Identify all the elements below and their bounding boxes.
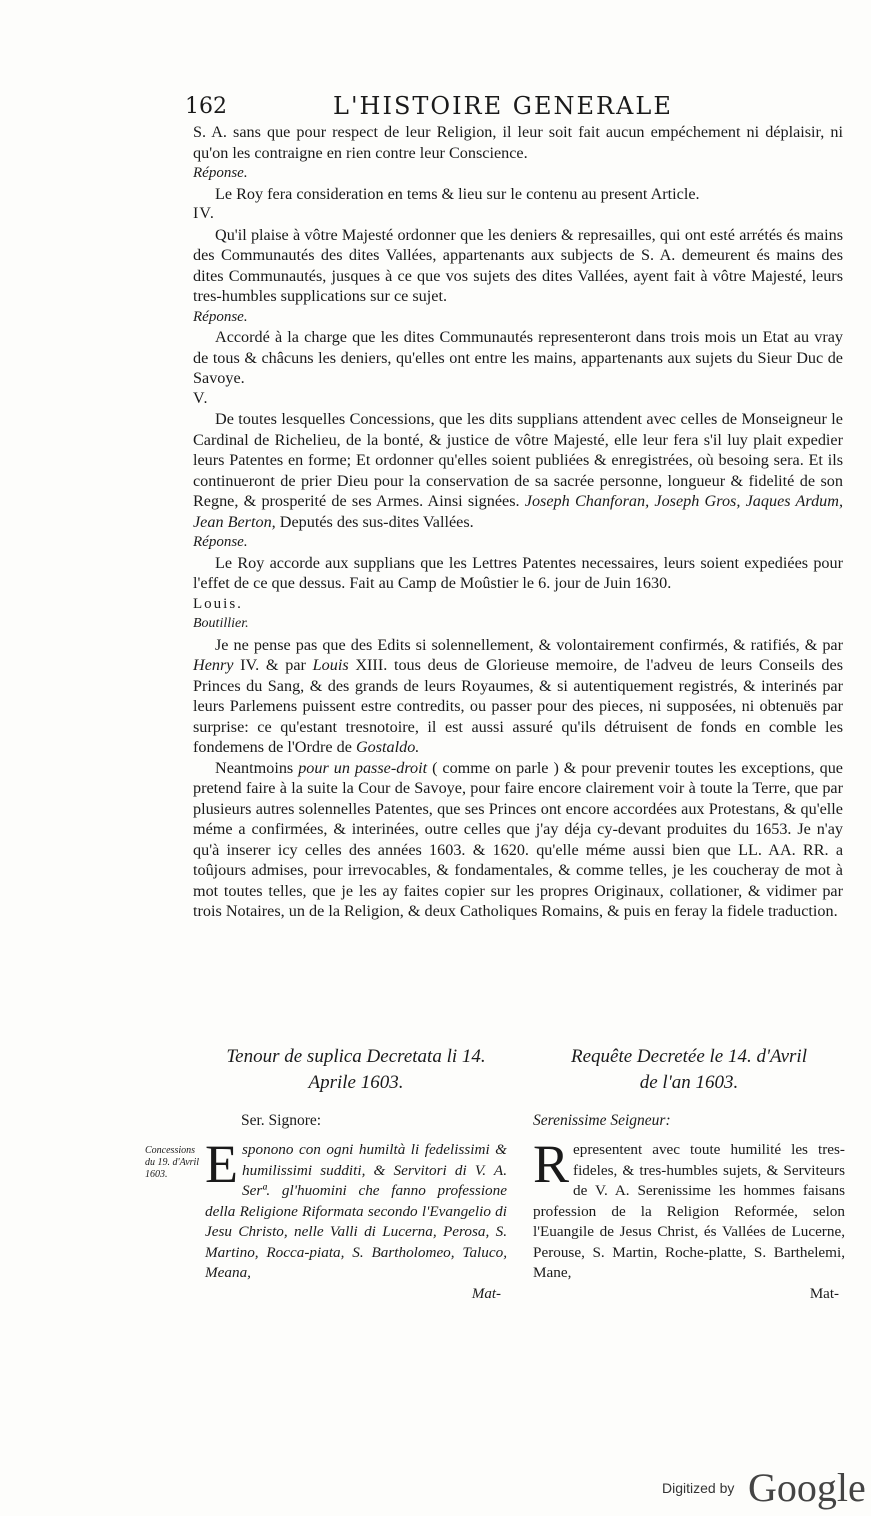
article-number: V. — [193, 389, 209, 407]
reponse-heading: Réponse. — [193, 165, 248, 181]
paragraph — [193, 758, 843, 922]
name-gostaldo: Gostaldo. — [355, 738, 420, 756]
italian-column — [205, 1044, 507, 1303]
paragraph — [193, 409, 843, 532]
salutation: Serenissime Seigneur: — [533, 1112, 671, 1129]
page-number: 162 — [185, 94, 227, 119]
paragraph: Le Roy accorde aux supplians que les Lettres Patentes necessaires, leurs soient expediées pour l'effet de ce que dessus. Fait au Camp de Moûstier le 6. jour de Juin 1630. — [193, 553, 843, 592]
column-text — [205, 1134, 507, 1284]
signers: Joseph Chanforan, Joseph Gros, Jaques Ardum, Jean Berton, — [193, 492, 844, 531]
drop-cap: R — [533, 1134, 570, 1194]
paragraph: Le Roy fera consideration en tems & lieu sur le contenu au present Article. — [215, 184, 700, 203]
paragraph-continuation: S. A. sans que pour respect de leur Religion, il leur soit fait aucun empéchement ni déplaisir, ni qu'on les contraigne en rien contre leur Conscience. — [193, 123, 843, 162]
paragraph-text: XIII. tous deus de Glorieuse memoire, de l'adveu de leurs Conseils des Princes du Sang, & des grands de leurs Royaumes, & si autentiquement registrés, & interinés par leurs Parlemens puissent estre contredits, ou passer pour des pieces, ni supposées, ni obtenuës par surprise: ce qu'estant tresnotoire, il est aussi assuré qu'ils détruisent de fonds en comble les fondemens de l'Ordre de — [193, 656, 843, 756]
column-title-line: Tenour de suplica Decretata li 14. — [226, 1046, 486, 1067]
reponse-heading: Réponse. — [193, 534, 248, 550]
paragraph-text: Deputés des sus-dites Vallées. — [279, 512, 474, 531]
paragraph-text: IV. & par — [240, 656, 306, 674]
column-body: sponono con ogni humiltà li fedelissimi & humilissimi sudditi, & Servitori di V. A. Serª. gl'huomini che fanno professione della Religione Riformata secondo l'Evangelio di Jesu Christo, nelle Valli di Lucerna, Perosa, S. Martino, Rocca-piata, S. Bartholomeo, Taluco, Meana, — [205, 1141, 507, 1281]
phrase-passe-droit: pour un passe-droit — [298, 758, 428, 777]
paragraph-text: Neantmoins — [215, 758, 294, 777]
signature-boutillier: Boutillier. — [193, 616, 249, 631]
paragraph: Qu'il plaise à vôtre Majesté ordonner que les deniers & represailles, qui ont esté arrétés és mains des Communautés des dites Vallées, appartenants aux subjects de S. A. demeurent és mains des dites Communautés, jusques à ce que vos sujets des dites Vallées, ayent fait à vôtre Majesté, leurs tres-humbles supplications sur ce sujet. — [193, 225, 843, 305]
column-text — [533, 1134, 845, 1284]
catchword: Mat- — [471, 1285, 501, 1302]
drop-cap: E — [205, 1134, 238, 1194]
column-title-line: de l'an 1603. — [639, 1072, 739, 1093]
catchword: Mat- — [809, 1285, 839, 1302]
column-title-line: Requête Decretée le 14. d'Avril — [570, 1046, 807, 1067]
article-number: IV. — [193, 205, 215, 222]
two-column-section — [193, 1044, 843, 1314]
paragraph-text: ( comme on parle ) & pour prevenir toutes les exceptions, que pretend faire à la suite la Cour de Savoye, pour faire encore clairement voir à toute la Terre, que par plusieurs autres solennelles Patentes, que ses Princes ont encore accordées aux Protestans, & qu'elle méme a confirmées, & interinées, outre celles que j'ay déja cy-devant produites du 1653. Je n'ay qu'à inserer icy celles des années 1603. & 1620. qu'elle méme aussi bien que LL. AA. RR. a toûjours admises, pour irrevocables, & fondamentales, & comme telles, je les coucheray de mot à mot toutes telles, que je les ay faites copier sur les propres Originaux, collationer, & vidimer par trois Notaires, un de la Religion, & deux Catholiques Romains, & puis en feray la fidele traduction. — [193, 758, 843, 920]
column-body: epresentent avec toute humilité les tres-fideles, & tres-humbles sujets, & Serviteurs de V. A. Serenissime les hommes faisans profession de la Religion Reformée, selon l'Euangile de Jesus Christ, és Vallées de Lucerne, Perouse, S. Martin, Roche-platte, S. Barthelemi, Mane, — [533, 1141, 845, 1281]
name-louis: Louis — [312, 656, 349, 674]
salutation: Ser. Signore: — [241, 1112, 322, 1129]
running-title: L'HISTOIRE GENERALE — [333, 92, 673, 120]
margin-note: Concessions du 19. d'Avril 1603. — [145, 1145, 200, 1180]
signature-louis: Louis. — [193, 595, 243, 612]
reponse-heading: Réponse. — [193, 308, 248, 325]
page-header — [185, 92, 825, 124]
column-title-line: Aprile 1603. — [308, 1072, 404, 1093]
paragraph-text: De toutes lesquelles Concessions, que les dits supplians attendent avec celles de Monseigneur le Cardinal de Richelieu, de la bonté, & justice de vôtre Majesté, elle leur fera s'il luy plait expedier leurs Patentes en forme; Et ordonner qu'elles soient publiées & enregistrées, où besoing sera. Et ils continueront de prier Dieu pour la conservation de sa sacrée personne, longueur & fidelité de son Regne, & prosperité de ses Armes. Ainsi signées. — [193, 410, 843, 510]
paragraph: Accordé à la charge que les dites Communautés representeront dans trois mois un Etat au vray de tous & châcuns les deniers, qu'elles ont entre les mains, appartenants aux sujets du Sieur Duc de Savoye. — [193, 328, 843, 387]
google-logo: Google — [748, 1465, 866, 1510]
main-text — [193, 122, 843, 922]
paragraph-text: Je ne pense pas que des Edits si solennellement, & volontairement confirmés, & ratifiés, & par — [215, 635, 843, 654]
french-column — [533, 1044, 845, 1303]
name-henry: Henry — [193, 656, 234, 674]
paragraph — [193, 635, 843, 758]
digitized-by-label: Digitized by — [662, 1480, 735, 1496]
